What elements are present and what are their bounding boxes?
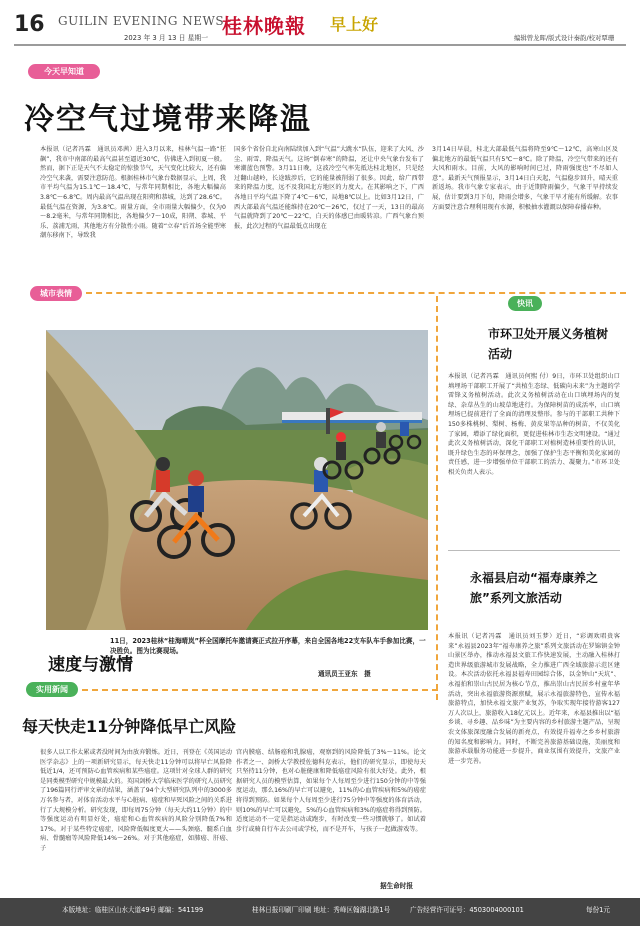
footer-printer: 桂林日报印刷厂印刷 地址：秀峰区翰湖北路1号 — [252, 906, 391, 914]
footer-address: 本版地址：临桂区山水大道49号 邮编：541199 — [62, 906, 204, 914]
paper-name-en: GUILIN EVENING NEWS — [58, 14, 225, 28]
brief1-body: 本报讯（记者冯霖 通讯员何熙 付）9日，市环卫处组织山口填埋场干部职工开展了“共植生态绿、低碳向未来”为主题的学雷锋义务植树活动。此次义务植树活动在山口填埋场内的复绿、杂草丛生的山坡草地进行。为保障树苗的成活率，山口填埋场已提前进行了全面的清理及整形。参与的干部职工共种下150多株桃树、梨树、杨梅、黄皮果等品种的树苗，不仅美化了家园，增添了绿化面积，更促进桂林市生态文明建设。“通过此次义务植树活动，深化干部职工对植树造林重要性的认识，既升绿色生态的环保理念，加强了保护生态平衡和美化家园的责任感，进一步增强单位干部职工的活力、凝聚力。”市环卫处相关负责人表示。 — [448, 373, 620, 476]
date-line: 2023 年 3 月 13 日 星期一 — [124, 34, 209, 42]
masthead — [0, 0, 640, 48]
column-divider — [436, 296, 438, 700]
photo-caption: 11日，2023桂林“桂海晴岚”杯全国摩托车邀请赛正式拉开序幕，来自全国各地22支车队车手参加比赛，一决胜负。图为比赛现场。 — [110, 637, 426, 655]
paper-logo: 桂林晚報 — [222, 14, 306, 38]
tag-practical-news: 实用新闻 — [26, 682, 78, 697]
brief2-headline: 永福县启动“福寿康养之旅”系列文旅活动 — [470, 571, 598, 605]
tag-city-show: 城市表情 — [30, 286, 82, 301]
tag-today-know: 今天早知道 — [28, 64, 100, 79]
photo-credit: 通讯员王亚东 摄 — [318, 670, 371, 678]
race-photo — [46, 330, 428, 630]
section-divider-bottom — [82, 689, 438, 691]
photo-title: 速度与激情 — [48, 655, 133, 675]
editor-credits: 编辑曾龙晖/版式设计秦韵/校对覃珊 — [514, 34, 615, 42]
motorcycle-race-illustration — [46, 330, 428, 630]
footer-price: 每份1元 — [586, 906, 610, 914]
health-article-col1: 很多人以工作太累或者没时间为由放弃锻炼。近日，刊登在《英国运动医学杂志》上的一项新研究显示，每天快走11分钟可以将早亡风险降低近1/4，还可预防心血管疾病和某些癌症。这项针对全球人群的研究是同类模型研究中规模最大的。英国剑桥大学临床医学的研究人员研究了196篇同行评审文章的结果，涵盖了94个大型研究队列中的3000多万名参与者，对体育活动水平与心脏病、癌症和早死风险之间的关系进行了大规模分析。研究发现，即每周75分钟（每天大约11分钟）的中等强度运动有明显好处，癌症和心血管疾病的风险分别降低7%和17%。对于某些特定癌症，风险降低幅度更大——头颈癌、髓系白血病、骨髓瘤等风险降低14%～26%。对于其他癌症，如肺癌、肝癌、子 — [40, 749, 232, 852]
lead-article-col3: 3月14日早晨，桂北大部最低气温将降至9℃～12℃，高寒山区及偏北地方的最低气温只有5℃～8℃。除了降温，冷空气带来的还有大风和雨水。目前，大风的影响时间已过，降雨强度也“不尽如人意”。最新天气预报显示，3月14日白天起，气温稳步回升，晴天重新返场。我市气象专家表示，由于近期降雨偏少，气象干旱持续发展，估计要到3月下旬，降雨会增多，气象干旱才能有所缓解。农事方面要注意合理利用现有水源，积极抽水灌溉以保障春播春种。 — [432, 146, 618, 211]
section-divider-top — [86, 292, 626, 294]
page-number: 16 — [14, 12, 45, 37]
header-divider — [14, 44, 626, 46]
brief2-body: 本报讯（记者冯霖 通讯员刘玉梦）近日，“彩调欢唱贵客来”永福县2023年“福寿康养之旅”系列文旅活动在罗锦镇金钟山景区举办，推动永福县文旅工作快速发展，主动融入桂林打造世界级旅游城市发展战略，全力推进广西全域旅游示范区建设。本次活动依托永福县福寿田园综合体，以金钟山“天坑”、永福拍和崇山古民居为核心节点，推出崇山古民居乡村童年华活动，突出永福旅游资源禀赋，展示永福旅游特色，宣传永福旅游特点，加快永福文旅产业复苏，争取实现年接待游客127万人次以上，旅游收入18亿元以上。近年来，永福县推出以“福乡谈、寻乡趣、品乡味”为主要内容的乡村旅游主题产品，呈现农文体旅深度融合发展的新亮点，有效提升福寿之乡乡村旅游的知名度和影响力。同时，不断完善旅游基础设施，美丽度和旅游承载服务功能进一步提升，商业氛围有效提升，文旅产业进一步完善。 — [448, 633, 620, 765]
brief1-headline: 市环卫处开展义务植树活动 — [488, 327, 609, 361]
health-article-credit: 据生命时报 — [380, 882, 413, 890]
health-headline: 每天快走11分钟降低早亡风险 — [22, 717, 237, 736]
lead-headline: 冷空气过境带来降温 — [24, 102, 312, 137]
health-article-col2: 宫内膜癌、结肠癌和乳腺癌，观察到的风险降低了3%～11%。论文作者之一、剑桥大学教授佐德科克表示，他们的研究显示，即使每天只坚持11分钟，也对心脏健康和降低癌症风险有很大好处。此外，根据研究人员的模型估算，如果每个人每周至少进行150分钟的中等强度运动，那么16%的早亡可以避免，11%的心血管疾病和5%的癌症将得到预防。如果每个人每周至少进行75分钟中等强度的体育活动，则10%的早亡可以避免，5%的心血管疾病和3%的癌症将得到预防。适度运动不一定是指运动或跑步，有时改变一些习惯就够了。如试着步行或骑自行车去公司或学校，而不是开车，与孩子一起做游戏等。 — [236, 749, 426, 833]
lead-article-col2: 国多个省份自北向南陆续加入到“气温”大跳水“队伍，迎来了大风、沙尘、雨雪、降温天气。这场“倒春寒”的降温，还让中央气象台发布了寒潮蓝色预警。3月11日晚，这波冷空气率先抵达桂北地区，只是经过翻山越岭，长途跋涉后，它的能量被削弱了很多。因此，给广西带来的降温力度，远不及我国北方地区的力度大。在其影响之下，广西各地日平均气温下降了4℃～6℃，局地8℃以上。比如3月12日，广西大部最高气温还能维持在20℃～26℃，仅过了一天，13日的最高气温就降到了20℃～22℃，白天的体感已由暖转凉。广西气象台预报，此次过程的气温最低点出现在 — [234, 146, 424, 230]
footer-license: 广告经营许可证号：4503004000101 — [410, 906, 524, 914]
lead-article-col1: 本报讯（记者冯霖 通讯员邓茜）进入3月以来，桂林气温一路“狂飙”，我市中南部的最高气温甚至逼近30℃，仿佛进入到初夏一般。然而，据下正是天气不太稳定的惊蛰节气，天气变化比较大，还有偏冷空气来袭，需要注意防范。根据桂林市气象台数据显示，上周，我市平均气温为15.1℃～18.4℃，与常年同期相比，各地大幅偏高3.8℃～6.8℃。周内最高气温出现在阳朔和恭城，达到了28.6℃。最低气温在资源，为3.8℃。雨量方面，全市雨量大幅偏少，仅为0～8.2毫米，与常年同期相比，各地偏少7～10成，阳朔、恭城、平乐、荔浦无雨，其他地方有分散性小雨。随着“立春”后首场全能型寒潮东移南下，导致我 — [40, 146, 226, 240]
section-name: 早上好 — [330, 15, 379, 34]
tag-quick-news: 快讯 — [508, 296, 542, 311]
brief-divider — [448, 550, 620, 551]
